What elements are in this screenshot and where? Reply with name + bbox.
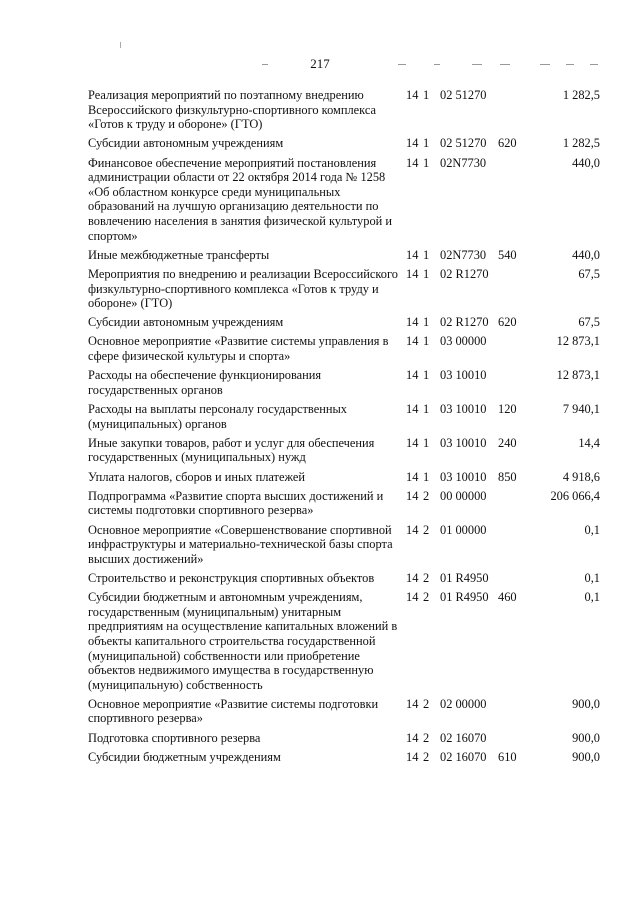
row-name: Иные закупки товаров, работ и услуг для обеспечения государственных (муниципальных) нужд xyxy=(88,435,375,465)
target-article-code: 01 00000 xyxy=(440,522,487,537)
target-article-code: 02 51270 xyxy=(440,88,487,102)
amount: 1 282,5 xyxy=(562,88,600,102)
section-code: 14 xyxy=(406,435,419,450)
expense-type-code: 460 xyxy=(498,590,517,605)
section-code: 14 xyxy=(406,696,419,711)
subsection-code: 2 xyxy=(423,730,430,745)
target-article-code: 02 R1270 xyxy=(440,266,489,281)
header-dash xyxy=(500,64,510,65)
row-name: Строительство и реконструкция спортивных объектов xyxy=(88,570,375,585)
row-name: Субсидии бюджетным учреждениям xyxy=(88,749,281,764)
subsection-code: 1 xyxy=(423,155,430,170)
row-name: Основное мероприятие «Развитие системы управления в сфере физической культуры и спорта» xyxy=(88,334,389,364)
target-article-code: 03 10010 xyxy=(440,469,487,484)
target-article-code: 03 00000 xyxy=(440,334,487,349)
section-code: 14 xyxy=(406,469,419,484)
amount: 900,0 xyxy=(572,696,600,711)
amount: 4 918,6 xyxy=(562,469,600,484)
expense-type-code: 610 xyxy=(498,749,517,764)
subsection-code: 1 xyxy=(423,266,430,281)
row-name: Субсидии бюджетным и автономным учреждениям, государственным (муниципальным) унитарным предприятиям на осуществление капитальных вложений в объекты капитального строительства государственной (муниципальной) собственности или приобретение объектов недвижимого имущества в государственную (муниципальную) собственность xyxy=(88,590,398,692)
table-row xyxy=(88,136,600,151)
section-code: 14 xyxy=(406,522,419,537)
expense-type-code: 120 xyxy=(498,402,517,417)
subsection-code: 2 xyxy=(423,522,430,537)
target-article-code: 02 16070 xyxy=(440,749,487,764)
table-row xyxy=(88,590,600,692)
table-row xyxy=(88,88,600,132)
amount: 440,0 xyxy=(572,155,600,170)
target-article-code: 00 00000 xyxy=(440,488,487,503)
section-code: 14 xyxy=(406,488,419,503)
table-row xyxy=(88,267,600,311)
row-name: Расходы на выплаты персоналу государственных (муниципальных) органов xyxy=(88,402,347,431)
section-code: 14 xyxy=(406,247,419,262)
table-row xyxy=(88,402,600,431)
row-name: Мероприятия по внедрению и реализации Всероссийского физкультурно-спортивного комплекса «Готов к труду и обороне» (ГТО) xyxy=(88,266,398,311)
header-dash xyxy=(398,64,406,65)
row-name: Финансовое обеспечение мероприятий постановления администрации области от 22 октября 2014 года № 1258 «Об областном конкурсе среди муниципальных образований на лучшую организацию деятельности по вовлечению населения в занятия физической культурой и спортом» xyxy=(88,155,392,243)
subsection-code: 1 xyxy=(423,368,430,383)
target-article-code: 02 51270 xyxy=(440,136,487,151)
subsection-code: 2 xyxy=(423,749,430,764)
table-row xyxy=(88,489,600,518)
target-article-code: 02 16070 xyxy=(440,730,487,745)
table-row xyxy=(88,731,600,746)
amount: 7 940,1 xyxy=(562,402,600,417)
table-row xyxy=(88,315,600,330)
amount: 0,1 xyxy=(584,590,600,605)
subsection-code: 1 xyxy=(423,88,430,102)
amount: 0,1 xyxy=(584,522,600,537)
section-code: 14 xyxy=(406,88,419,102)
amount: 14,4 xyxy=(578,435,600,450)
expense-type-code: 620 xyxy=(498,315,517,330)
section-code: 14 xyxy=(406,730,419,745)
section-code: 14 xyxy=(406,749,419,764)
row-name: Субсидии автономным учреждениям xyxy=(88,315,284,330)
amount: 67,5 xyxy=(578,315,600,330)
table-row xyxy=(88,571,600,586)
row-name: Подпрограмма «Развитие спорта высших достижений и системы подготовки спортивного резерва» xyxy=(88,488,384,518)
table-row xyxy=(88,436,600,465)
amount: 0,1 xyxy=(584,570,600,585)
target-article-code: 03 10010 xyxy=(440,435,487,450)
header-dash xyxy=(566,64,574,65)
subsection-code: 2 xyxy=(423,590,430,605)
amount: 440,0 xyxy=(572,247,600,262)
amount: 900,0 xyxy=(572,749,600,764)
page-number: 217 xyxy=(310,56,330,71)
header-dash xyxy=(540,64,550,65)
table-row xyxy=(88,750,600,765)
section-code: 14 xyxy=(406,315,419,330)
expense-type-code: 540 xyxy=(498,247,517,262)
row-name: Реализация мероприятий по поэтапному внедрению Всероссийского физкультурно-спортивного комплекса «Готов к труду и обороне» (ГТО) xyxy=(88,88,377,132)
section-code: 14 xyxy=(406,570,419,585)
row-name: Расходы на обеспечение функционирования государственных органов xyxy=(88,368,322,397)
section-code: 14 xyxy=(406,368,419,383)
table-row xyxy=(88,470,600,485)
table-row xyxy=(88,523,600,567)
row-name: Уплата налогов, сборов и иных платежей xyxy=(88,469,306,484)
amount: 1 282,5 xyxy=(562,136,600,151)
table-row xyxy=(88,156,600,244)
amount: 67,5 xyxy=(578,266,600,281)
table-row xyxy=(88,368,600,397)
target-article-code: 02N7730 xyxy=(440,247,487,262)
subsection-code: 1 xyxy=(423,402,430,417)
expense-type-code: 620 xyxy=(498,136,517,151)
expense-type-code: 240 xyxy=(498,435,517,450)
subsection-code: 1 xyxy=(423,315,430,330)
subsection-code: 2 xyxy=(423,696,430,711)
subsection-code: 2 xyxy=(423,488,430,503)
table-row xyxy=(88,248,600,263)
target-article-code: 03 10010 xyxy=(440,368,487,383)
target-article-code: 01 R4950 xyxy=(440,590,489,605)
section-code: 14 xyxy=(406,266,419,281)
row-name: Иные межбюджетные трансферты xyxy=(88,247,270,262)
subsection-code: 1 xyxy=(423,136,430,151)
budget-table xyxy=(88,88,600,769)
amount: 206 066,4 xyxy=(550,488,600,503)
expense-type-code: 850 xyxy=(498,469,517,484)
header-dash xyxy=(434,64,440,65)
target-article-code: 02 00000 xyxy=(440,696,487,711)
section-code: 14 xyxy=(406,590,419,605)
subsection-code: 1 xyxy=(423,469,430,484)
section-code: 14 xyxy=(406,334,419,349)
target-article-code: 02 R1270 xyxy=(440,315,489,330)
subsection-code: 1 xyxy=(423,435,430,450)
row-name: Субсидии автономным учреждениям xyxy=(88,136,284,151)
target-article-code: 03 10010 xyxy=(440,402,487,417)
subsection-code: 1 xyxy=(423,334,430,349)
header-dash xyxy=(472,64,482,65)
amount: 12 873,1 xyxy=(556,368,600,383)
section-code: 14 xyxy=(406,136,419,151)
row-name: Основное мероприятие «Развитие системы подготовки спортивного резерва» xyxy=(88,696,379,726)
table-row xyxy=(88,697,600,726)
amount: 900,0 xyxy=(572,730,600,745)
scan-mark xyxy=(120,42,121,48)
target-article-code: 02N7730 xyxy=(440,155,487,170)
section-code: 14 xyxy=(406,155,419,170)
row-name: Подготовка спортивного резерва xyxy=(88,730,261,745)
amount: 12 873,1 xyxy=(556,334,600,349)
section-code: 14 xyxy=(406,402,419,417)
row-name: Основное мероприятие «Совершенствование спортивной инфраструктуры и материально-технической базы спорта высших достижений» xyxy=(88,522,393,566)
header-dash xyxy=(590,64,598,65)
target-article-code: 01 R4950 xyxy=(440,570,489,585)
header-dash xyxy=(262,64,268,65)
subsection-code: 2 xyxy=(423,570,430,585)
table-row xyxy=(88,334,600,363)
subsection-code: 1 xyxy=(423,247,430,262)
